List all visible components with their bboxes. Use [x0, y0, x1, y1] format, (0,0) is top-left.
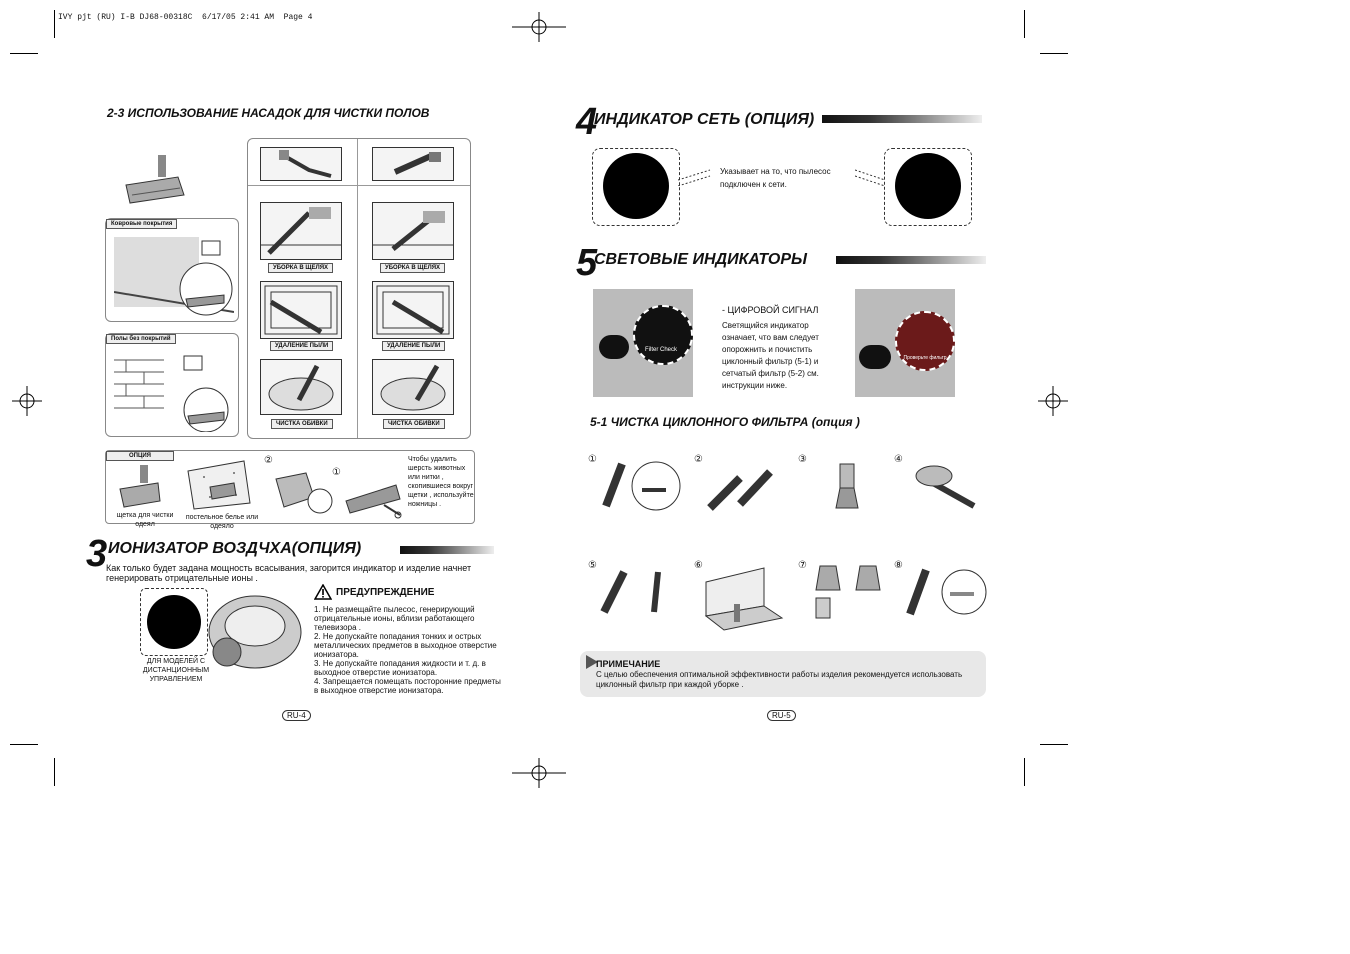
clean-step-1-num: ① [588, 454, 597, 465]
clean-step-2-num: ② [694, 454, 703, 465]
clean-step-6-image [704, 562, 784, 632]
warning-item-4: 4. Запрещается помещать посторонние предметы в выходное отверстие ионизатора. [314, 677, 501, 695]
upholstery-usage-right [372, 359, 454, 415]
tool-label-2: УБОРКА В ЩЕЛЯХ [380, 263, 445, 273]
section-3-bar [400, 546, 494, 554]
clean-step-1-image [594, 456, 684, 516]
power-indicator-on [592, 148, 680, 226]
brush-cleaning-illustration [266, 467, 336, 515]
clean-step-4-num: ④ [894, 454, 903, 465]
tool-label-6: ЧИСТКА ОБИВКИ [383, 419, 445, 429]
section-5-1-title: 5-1 ЧИСТКА ЦИКЛОННОГО ФИЛЬТРА (опция ) [590, 415, 860, 429]
print-header: IVY pjt (RU) I-B DJ68-00318C 6/17/05 2:41 AM Page 4 [58, 13, 313, 22]
section-4-title: ИНДИКАТОР СЕТЬ (ОПЦИЯ) [594, 111, 815, 128]
floor-panel [105, 333, 239, 437]
section-2-3-title: 2-3 ИСПОЛЬЗОВАНИЕ НАСАДОК ДЛЯ ЧИСТКИ ПОЛОВ [107, 106, 430, 120]
registration-mark-top [512, 12, 566, 42]
clean-step-8-image [900, 562, 988, 622]
section-5-digital: - ЦИФРОВОЙ СИГНАЛ [722, 305, 819, 315]
warning-item-2: 2. Не допускайте попадания тонких и острых металлических предметов в выходное отверстие ионизатора. [314, 632, 497, 659]
option-step-2: ② [264, 455, 273, 466]
registration-mark-bottom [512, 758, 566, 788]
option-tag: ОПЦИЯ [106, 451, 174, 461]
clean-step-2-image [700, 458, 790, 516]
crevice-usage-right [372, 202, 454, 260]
bedding-illustration [184, 457, 254, 513]
section-4-desc: Указывает на то, что пылесос подключен к сети. [720, 167, 831, 189]
ionizer-panel-image [140, 588, 208, 656]
clean-step-6-num: ⑥ [694, 560, 703, 571]
crop-mark-bl-v [54, 758, 55, 786]
tool-label-1: УБОРКА В ЩЕЛЯХ [268, 263, 333, 273]
clean-step-5-num: ⑤ [588, 560, 597, 571]
warning-icon [314, 584, 332, 600]
note-title: ПРИМЕЧАНИЕ [596, 659, 661, 669]
tools-grid [247, 138, 471, 439]
section-4-bar [822, 115, 982, 123]
filter-check-image-ru [855, 289, 955, 397]
clean-step-7-image [806, 560, 886, 626]
warning-item-1: 1. Не размещайте пылесос, генерирующий отрицательные ионы, вблизи работающего телевизора . [314, 605, 475, 632]
bedding-caption: постельное белье или одеяло [185, 514, 259, 530]
crop-mark-tl-h [10, 53, 38, 54]
floor-nozzle-illustration [118, 155, 188, 210]
registration-mark-right [1038, 386, 1068, 416]
clean-step-3-image [818, 460, 878, 522]
dust-usage-right [372, 281, 454, 339]
power-indicator-off [884, 148, 972, 226]
crevice-usage-left [260, 202, 342, 260]
option-panel [105, 450, 475, 530]
clean-step-8-num: ⑧ [894, 560, 903, 571]
note-box [580, 651, 986, 697]
crop-mark-tr-v [1024, 10, 1025, 38]
crop-mark-br-h [1040, 744, 1068, 745]
vacuum-ionizer-illustration [205, 586, 305, 676]
section-5-bar [836, 256, 986, 264]
section-3-number: 3 [86, 533, 108, 575]
warning-title: ПРЕДУПРЕЖДЕНИЕ [336, 587, 435, 598]
carpet-label: Ковровые покрытия [106, 219, 177, 229]
section-3-intro: Как только будет задана мощность всасывания, загорится индикатор и изделие начнет генерировать отрицательные ионы . [106, 563, 472, 583]
floor-illustration [114, 350, 234, 432]
option-note: Чтобы удалить шерсть животных или нитки , скопившиеся вокруг щетки , используйте ножницы . [408, 456, 474, 508]
crop-mark-bl-h [10, 744, 38, 745]
page-number-right: RU-5 [767, 710, 796, 721]
note-text: С целью обеспечения оптимальной эффективности работы изделия рекомендуется использовать циклонный фильтр при каждой уборке . [596, 670, 963, 689]
section-3-title: ИОНИЗАТОР ВОЗДЧХА(ОПЦИЯ) [108, 540, 362, 557]
floor-label: Полы без покрытий [106, 334, 176, 344]
page-number-left: RU-4 [282, 710, 311, 721]
section-4-number: 4 [576, 101, 598, 143]
callout-left [678, 166, 712, 186]
filter-check-text: Filter Check [644, 347, 677, 353]
warning-list [314, 605, 504, 695]
registration-mark-left [12, 386, 42, 416]
remote-caption: ДЛЯ МОДЕЛЕЙ С ДИСТАНЦИОННЫМ УПРАВЛЕНИЕМ [142, 658, 210, 683]
blanket-brush-caption: щетка для чистки одеял [116, 512, 174, 528]
clean-step-4-image [904, 458, 986, 514]
tool-label-3: УДАЛЕНИЕ ПЫЛИ [270, 341, 333, 351]
callout-right [855, 166, 887, 186]
carpet-illustration [114, 237, 234, 317]
crop-mark-tr-h [1040, 53, 1068, 54]
tool-label-5: ЧИСТКА ОБИВКИ [271, 419, 333, 429]
warning-item-3: 3. Не допускайте попадания жидкости и т. д. в выходное отверстие ионизатора. [314, 659, 486, 677]
dust-usage-left [260, 281, 342, 339]
scissors-illustration [342, 475, 406, 519]
tool-label-4: УДАЛЕНИЕ ПЫЛИ [382, 341, 445, 351]
section-5-desc: Светящийся индикатор означает, что вам следует опорожнить и почистить циклонный фильтр (5-1) и сетчатый фильтр (5-2) см. инструкции ниже. [722, 321, 819, 390]
crevice-tool-image [260, 147, 342, 181]
crop-mark-br-v [1024, 758, 1025, 786]
clean-step-3-num: ③ [798, 454, 807, 465]
option-step-1: ① [332, 467, 341, 478]
crop-mark-tl-v [54, 10, 55, 38]
filter-check-image-en [593, 289, 693, 397]
filter-check-text-ru: Проверьте фильтр [903, 355, 947, 361]
carpet-panel [105, 218, 239, 322]
section-5-number: 5 [576, 242, 598, 284]
blanket-brush-illustration [114, 465, 164, 513]
ionizer-display [147, 595, 201, 649]
section-5-title: СВЕТОВЫЕ ИНДИКАТОРЫ [594, 251, 808, 268]
dusting-brush-image [372, 147, 454, 181]
upholstery-usage-left [260, 359, 342, 415]
clean-step-7-num: ⑦ [798, 560, 807, 571]
clean-step-5-image [594, 562, 674, 622]
